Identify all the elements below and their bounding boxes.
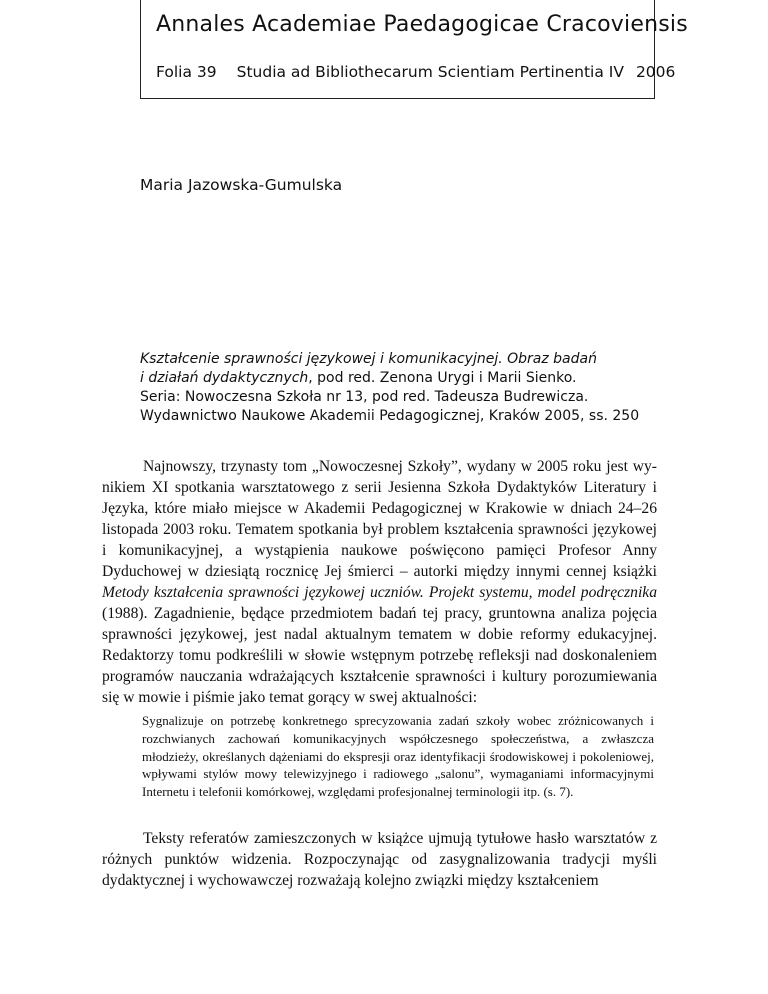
book-editors: , pod red. Zenona Urygi i Marii Sienko. (308, 370, 577, 386)
paragraph-1-text-a: Najnowszy, trzynasty tom „Nowoczesnej Szkoły”, wydany w 2005 roku jest wynikiem XI spotkania warsztatowego z serii Jesienna Szkoła Dydaktyków Literatury i Języka, które miało miejsce w Akademii Pedagogicznej w Krakowie w dniach 24–26 listopada 2003 roku. Tematem spotkania był problem kształcenia sprawności językowej i komunikacyjnej, a wystąpienia naukowe poświęcono pamięci Profesor Anny Dyduchowej w dziesiątą rocznicę Jej śmierci – autorki między innymi cennej książki (102, 458, 657, 580)
journal-title: Annales Academiae Paedagogicae Cracoviensis (156, 12, 688, 37)
paragraph-1-text-b: (1988). Zagadnienie, będące przedmiotem badań tej pracy, gruntowna analiza pojęcia sprawności językowej, jest nadal aktualnym tematem w dobie reformy edukacyjnej. Redaktorzy tomu podkreślili w słowie wstępnym potrzebę refleksji nad doskonaleniem programów nauczania wdrażających kształcenie sprawności i kultury porozumiewania się w mowie i piśmie jako temat gorący w swej aktualności: (102, 605, 657, 706)
journal-subtitle (156, 63, 675, 81)
paragraph-2: Teksty referatów zamieszczonych w książce ujmują tytułowe hasło warsztatów z różnych punktów widzenia. Rozpoczynając od zasygnalizowania tradycji myśli dydaktycznej i wychowawczej rozważają kolejno związki między kształceniem (102, 830, 657, 889)
review-author: Maria Jazowska-Gumulska (140, 176, 343, 194)
book-title-line-1 (140, 350, 660, 369)
book-publisher: Wydawnictwo Naukowe Akademii Pedagogicznej, Kraków 2005, ss. 250 (140, 408, 640, 424)
cited-book-title: Metody kształcenia sprawności językowej uczniów. Projekt systemu, model podręcznika (102, 584, 657, 601)
folia-number: Folia 39 (156, 63, 217, 81)
reviewed-book-info (140, 350, 660, 426)
book-title-line-2 (140, 369, 660, 388)
book-title-part2: i działań dydaktycznych (140, 370, 309, 386)
book-series: Seria: Nowoczesna Szkoła nr 13, pod red. Tadeusza Budrewicza. (140, 389, 589, 405)
series-name: Studia ad Bibliothecarum Scientiam Pertinentia IV (236, 63, 624, 81)
block-quote: Sygnalizuje on potrzebę konkretnego sprecyzowania zadań szkoły wobec zróżnicowanych i rozchwianych zachowań komunikacyjnych współczesnego społeczeństwa, a zwłaszcza młodzieży, określanych dążeniami do ekspresji oraz identyfikacji środowiskowej i pokoleniowej, wpływami stylów mowy telewizyjnego i radiowego „salonu”, wymaganiami informacyjnymi Internetu i telefonii komórkowej, względami profesjonalnej terminologii itp. (s. 7). (142, 713, 654, 800)
paragraph-1 (102, 456, 657, 708)
publication-year: 2006 (635, 63, 676, 81)
journal-header-box (140, 0, 688, 99)
book-title-part1: Kształcenie sprawności językowej i komunikacyjnej. Obraz badań (140, 351, 597, 367)
